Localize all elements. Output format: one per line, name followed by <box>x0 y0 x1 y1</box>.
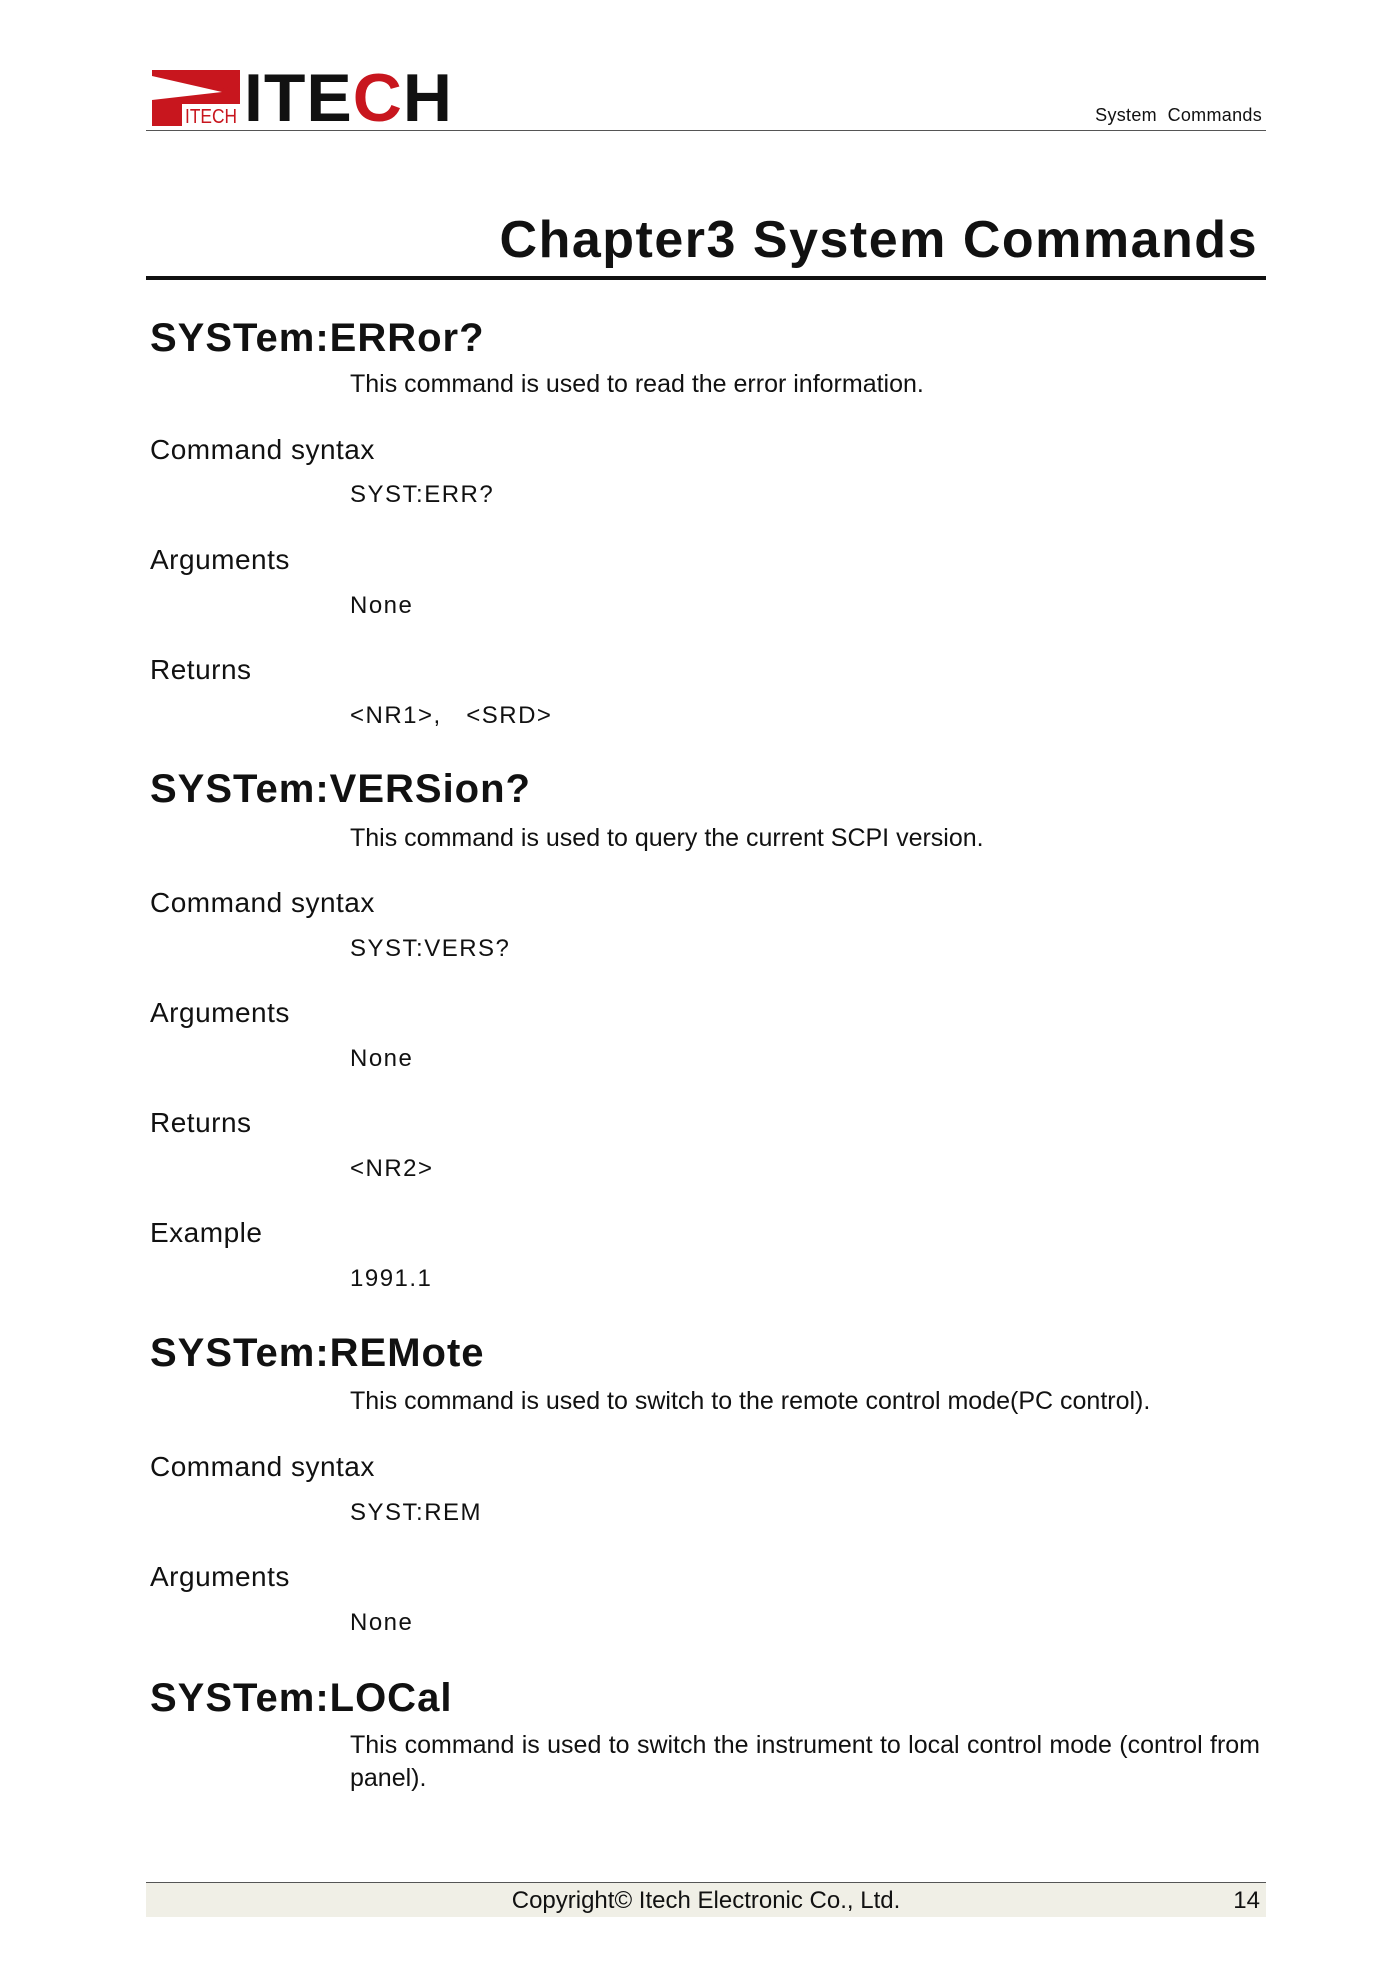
command-title: SYSTem:ERRor? <box>150 316 485 360</box>
returns-value: <NR2> <box>350 1155 434 1182</box>
arguments-label: Arguments <box>150 544 290 575</box>
syntax-label: Command syntax <box>150 887 375 918</box>
footer-copyright: Copyright© Itech Electronic Co., Ltd. <box>511 1887 901 1914</box>
returns-label: Returns <box>150 654 252 685</box>
chapter-title: Chapter3 System Commands <box>499 211 1258 269</box>
page-footer <box>146 1882 1266 1917</box>
command-description: This command is used to switch to the remote control mode(PC control). <box>350 1387 1151 1415</box>
arguments-label: Arguments <box>150 1561 290 1592</box>
command-description: This command is used to switch the instrument to local control mode (control from panel). <box>350 1731 1260 1792</box>
example-label: Example <box>150 1217 263 1248</box>
arguments-value: None <box>350 592 414 619</box>
logo-mark-text: ITECH <box>185 106 237 126</box>
logo-wordmark <box>244 60 454 136</box>
page-header <box>146 60 1266 136</box>
command-description: This command is used to query the current SCPI version. <box>350 824 984 852</box>
arguments-value: None <box>350 1609 414 1636</box>
arguments-label: Arguments <box>150 997 290 1028</box>
logo-wordmark-c: C <box>352 60 403 136</box>
command-title: SYSTem:LOCal <box>150 1676 453 1720</box>
page-number: 14 <box>1233 1887 1260 1914</box>
logo-wordmark-part: ITE <box>244 60 353 136</box>
header-section-title: System Commands <box>1095 105 1262 125</box>
syntax-value: SYST:VERS? <box>350 935 511 962</box>
example-value: 1991.1 <box>350 1265 433 1292</box>
returns-label: Returns <box>150 1107 252 1138</box>
syntax-label: Command syntax <box>150 434 375 465</box>
command-description: This command is used to read the error information. <box>350 370 924 398</box>
syntax-value: SYST:ERR? <box>350 481 495 508</box>
itech-logo <box>152 60 454 136</box>
command-title: SYSTem:VERSion? <box>150 767 531 811</box>
syntax-value: SYST:REM <box>350 1499 483 1526</box>
logo-wordmark-part: H <box>402 60 454 136</box>
document-page <box>146 0 1266 1980</box>
arguments-value: None <box>350 1045 414 1072</box>
returns-value: <NR1>, <SRD> <box>350 702 553 729</box>
itech-logo-mark-icon <box>152 70 240 126</box>
chapter-heading <box>146 206 1266 280</box>
syntax-label: Command syntax <box>150 1451 375 1482</box>
command-title: SYSTem:REMote <box>150 1331 485 1375</box>
